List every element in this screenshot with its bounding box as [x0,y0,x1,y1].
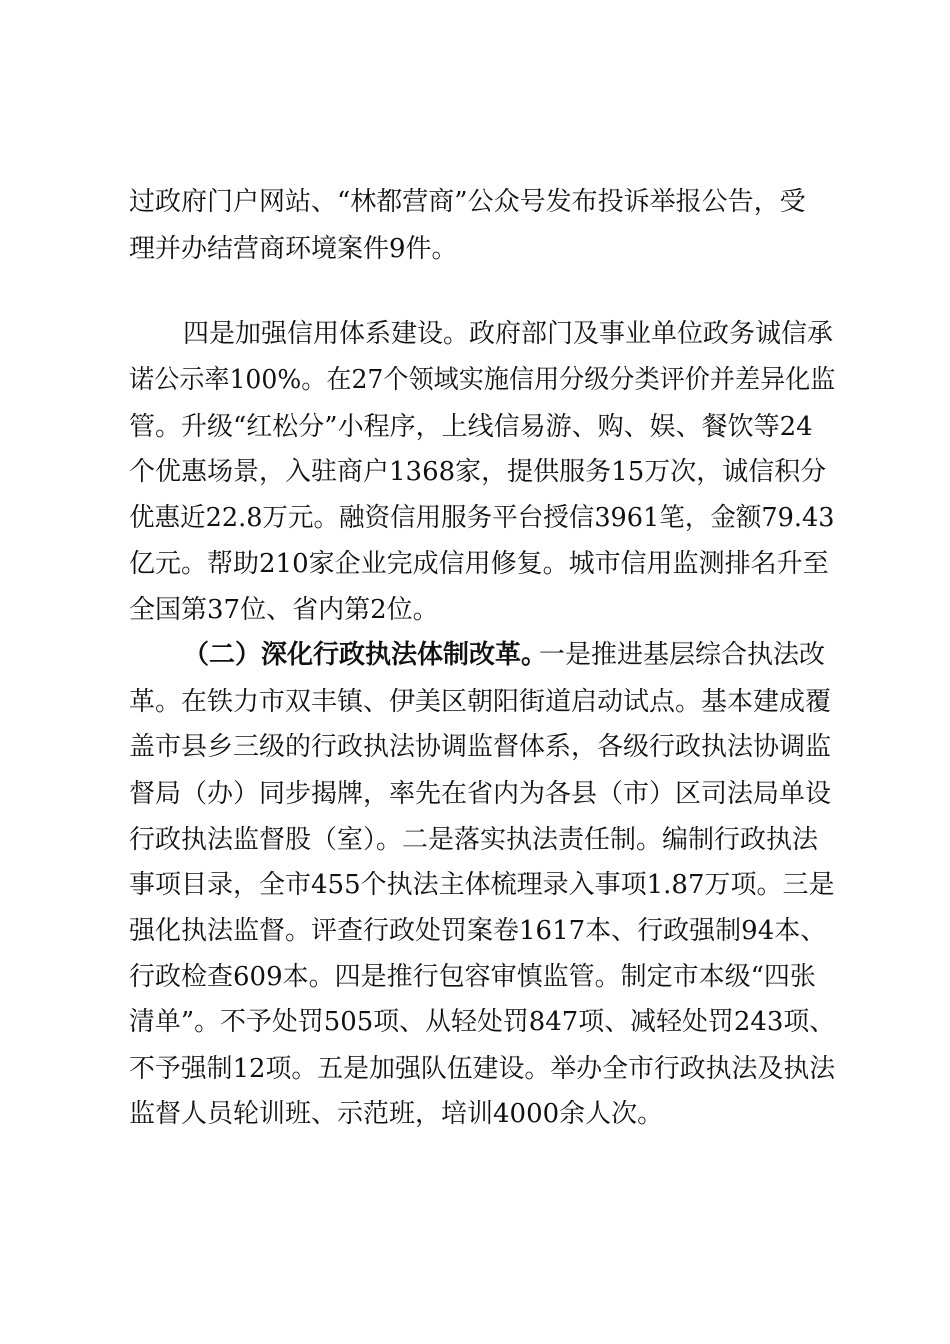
text-line-19: 不予强制12项。五是加强队伍建设。举办全市行政执法及执法 [129,1054,836,1084]
text-line-6: 个优惠场景，入驻商户1368家，提供服务15万次，诚信积分 [129,457,827,487]
section-heading: （二）深化行政执法体制改革。 [183,640,548,670]
text-line-11: 革。在铁力市双丰镇、伊美区朝阳街道启动试点。基本建成覆 [129,687,832,717]
text-line-12: 盖市县乡三级的行政执法协调监督体系，各级行政执法协调监 [129,732,832,762]
text-line-8: 亿元。帮助210家企业完成信用修复。城市信用监测排名升至 [129,549,829,579]
text-line-16: 强化执法监督。评查行政处罚案卷1617本、行政强制94本、 [129,916,827,946]
text-line-3: 四是加强信用体系建设。政府部门及事业单位政务诚信承 [183,319,834,349]
text-line-7: 优惠近22.8万元。融资信用服务平台授信3961笔，金额79.43 [129,503,835,533]
text-line-14: 行政执法监督股（室）。二是落实执法责任制。编制行政执法 [129,825,819,855]
text-line-4: 诺公示率100%。在27个领域实施信用分级分类评价并差异化监 [129,365,836,395]
text-line-1: 过政府门户网站、“林都营商”公众号发布投诉举报公告，受 [129,187,806,217]
text-line-2: 理并办结营商环境案件9件。 [129,234,458,264]
text-line-13: 督局（办）同步揭牌，率先在省内为各县（市）区司法局单设 [129,779,832,809]
text-line-18: 清单”。不予处罚505项、从轻处罚847项、减轻处罚243项、 [129,1007,836,1037]
text-line-9: 全国第37位、省内第2位。 [129,595,439,625]
text-line-10: 一是推进基层综合执法改 [539,640,826,670]
text-line-17: 行政检查609本。四是推行包容审慎监管。制定市本级“四张 [129,962,816,992]
text-line-15: 事项目录，全市455个执法主体梳理录入事项1.87万项。三是 [129,870,835,900]
text-line-5: 管。升级“红松分”小程序，上线信易游、购、娱、餐饮等24 [129,412,813,442]
text-line-20: 监督人员轮训班、示范班，培训4000余人次。 [129,1099,664,1129]
